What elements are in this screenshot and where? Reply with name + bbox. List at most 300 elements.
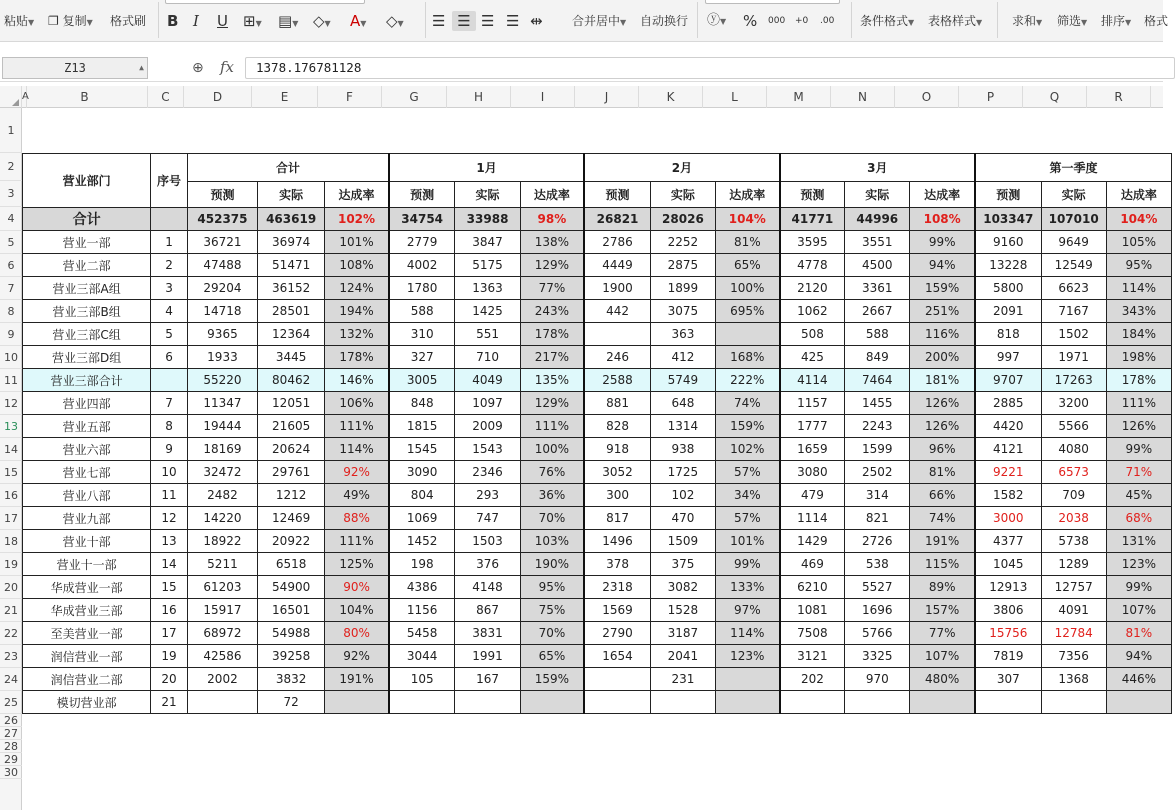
value-cell[interactable]: 848 (389, 392, 455, 415)
total-value[interactable]: 463619 (258, 208, 325, 231)
row-header-24[interactable]: 24 (0, 668, 22, 691)
value-cell[interactable]: 4449 (584, 254, 650, 277)
justify-icon[interactable]: ☰ (506, 12, 520, 30)
value-cell[interactable]: 7819 (975, 645, 1041, 668)
seq[interactable]: 6 (151, 346, 188, 369)
value-cell[interactable]: 1780 (389, 277, 455, 300)
seq[interactable] (151, 369, 188, 392)
value-cell[interactable]: 4114 (780, 369, 845, 392)
value-cell[interactable]: 2786 (584, 231, 650, 254)
value-cell[interactable]: 29761 (258, 461, 325, 484)
row-header-4[interactable]: 4 (0, 207, 22, 231)
total-value[interactable]: 41771 (780, 208, 845, 231)
rate-cell[interactable]: 178% (325, 346, 389, 369)
value-cell[interactable]: 1496 (584, 530, 650, 553)
rate-cell[interactable]: 115% (910, 553, 975, 576)
value-cell[interactable]: 6518 (258, 553, 325, 576)
row-header-12[interactable]: 12 (0, 392, 22, 415)
value-cell[interactable]: 1543 (455, 438, 520, 461)
value-cell[interactable]: 39258 (258, 645, 325, 668)
value-cell[interactable]: 7167 (1041, 300, 1106, 323)
row-header-1[interactable]: 1 (0, 108, 22, 153)
value-cell[interactable]: 9160 (975, 231, 1041, 254)
value-cell[interactable]: 2346 (455, 461, 520, 484)
value-cell[interactable] (975, 691, 1041, 714)
seq[interactable]: 13 (151, 530, 188, 553)
rate-cell[interactable]: 71% (1106, 461, 1171, 484)
value-cell[interactable]: 1509 (650, 530, 715, 553)
sum-button[interactable] (1012, 12, 1042, 32)
dept-name[interactable]: 营业三部C组 (23, 323, 151, 346)
fill-color-icon[interactable]: ◇▼ (313, 12, 331, 30)
value-cell[interactable]: 307 (975, 668, 1041, 691)
value-cell[interactable]: 3361 (845, 277, 910, 300)
row-header-11[interactable]: 11 (0, 369, 22, 392)
value-cell[interactable]: 3075 (650, 300, 715, 323)
dept-name[interactable]: 华成营业一部 (23, 576, 151, 599)
sub-header[interactable]: 达成率 (520, 182, 584, 208)
value-cell[interactable]: 821 (845, 507, 910, 530)
value-cell[interactable]: 9365 (187, 323, 257, 346)
column-header-i[interactable]: I (511, 86, 575, 108)
value-cell[interactable]: 55220 (187, 369, 257, 392)
rate-cell[interactable]: 97% (715, 599, 779, 622)
total-seq[interactable] (151, 208, 188, 231)
rate-cell[interactable]: 200% (910, 346, 975, 369)
seq[interactable]: 8 (151, 415, 188, 438)
rate-cell[interactable] (520, 691, 584, 714)
rate-cell[interactable]: 100% (715, 277, 779, 300)
value-cell[interactable]: 32472 (187, 461, 257, 484)
dept-name[interactable]: 营业五部 (23, 415, 151, 438)
column-header-j[interactable]: J (575, 86, 639, 108)
value-cell[interactable]: 1654 (584, 645, 650, 668)
value-cell[interactable]: 1363 (455, 277, 520, 300)
rate-cell[interactable] (715, 691, 779, 714)
row-header-17[interactable]: 17 (0, 507, 22, 530)
header-seq[interactable]: 序号 (151, 154, 188, 208)
seq[interactable]: 20 (151, 668, 188, 691)
column-header-p[interactable]: P (959, 86, 1023, 108)
value-cell[interactable]: 7508 (780, 622, 845, 645)
column-header-d[interactable]: D (184, 86, 252, 108)
rate-cell[interactable]: 138% (520, 231, 584, 254)
total-value[interactable]: 107010 (1041, 208, 1106, 231)
wrap-text-button[interactable] (640, 12, 688, 32)
value-cell[interactable]: 2120 (780, 277, 845, 300)
rate-cell[interactable]: 101% (325, 231, 389, 254)
dept-name[interactable]: 润信营业二部 (23, 668, 151, 691)
rate-cell[interactable]: 45% (1106, 484, 1171, 507)
total-value[interactable]: 28026 (650, 208, 715, 231)
rate-cell[interactable]: 49% (325, 484, 389, 507)
sub-header[interactable]: 实际 (650, 182, 715, 208)
rate-cell[interactable]: 168% (715, 346, 779, 369)
total-rate[interactable]: 104% (715, 208, 779, 231)
rate-cell[interactable]: 123% (1106, 553, 1171, 576)
value-cell[interactable]: 5527 (845, 576, 910, 599)
value-cell[interactable]: 1528 (650, 599, 715, 622)
name-box-dropdown-icon[interactable]: ▲ (139, 63, 144, 72)
total-rate[interactable]: 104% (1106, 208, 1171, 231)
rate-cell[interactable]: 111% (1106, 392, 1171, 415)
underline-icon[interactable]: U (217, 12, 228, 30)
value-cell[interactable] (455, 691, 520, 714)
sub-header[interactable]: 达成率 (715, 182, 779, 208)
value-cell[interactable]: 3445 (258, 346, 325, 369)
dept-name[interactable]: 营业三部B组 (23, 300, 151, 323)
value-cell[interactable]: 2318 (584, 576, 650, 599)
value-cell[interactable]: 2726 (845, 530, 910, 553)
value-cell[interactable]: 2243 (845, 415, 910, 438)
value-cell[interactable]: 327 (389, 346, 455, 369)
total-value[interactable]: 34754 (389, 208, 455, 231)
value-cell[interactable]: 1900 (584, 277, 650, 300)
rate-cell[interactable]: 99% (1106, 438, 1171, 461)
value-cell[interactable]: 1599 (845, 438, 910, 461)
rate-cell[interactable]: 99% (910, 231, 975, 254)
value-cell[interactable]: 2041 (650, 645, 715, 668)
value-cell[interactable]: 15756 (975, 622, 1041, 645)
seq[interactable]: 7 (151, 392, 188, 415)
sub-header[interactable]: 预测 (975, 182, 1041, 208)
value-cell[interactable]: 4091 (1041, 599, 1106, 622)
bold-icon[interactable]: B (167, 12, 179, 30)
value-cell[interactable]: 36152 (258, 277, 325, 300)
zoom-icon[interactable]: ⊕ (192, 60, 204, 76)
rate-cell[interactable]: 124% (325, 277, 389, 300)
value-cell[interactable]: 17263 (1041, 369, 1106, 392)
sub-header[interactable]: 达成率 (325, 182, 389, 208)
seq[interactable]: 11 (151, 484, 188, 507)
value-cell[interactable]: 1425 (455, 300, 520, 323)
value-cell[interactable]: 3187 (650, 622, 715, 645)
value-cell[interactable]: 2252 (650, 231, 715, 254)
rate-cell[interactable]: 133% (715, 576, 779, 599)
value-cell[interactable]: 1314 (650, 415, 715, 438)
dept-name[interactable]: 营业十一部 (23, 553, 151, 576)
row-header-9[interactable]: 9 (0, 323, 22, 346)
value-cell[interactable]: 3000 (975, 507, 1041, 530)
rate-cell[interactable]: 146% (325, 369, 389, 392)
column-header-o[interactable]: O (895, 86, 959, 108)
value-cell[interactable]: 293 (455, 484, 520, 507)
rate-cell[interactable]: 480% (910, 668, 975, 691)
dept-name[interactable]: 营业九部 (23, 507, 151, 530)
rate-cell[interactable]: 129% (520, 254, 584, 277)
sub-header[interactable]: 预测 (389, 182, 455, 208)
value-cell[interactable]: 479 (780, 484, 845, 507)
row-header-25[interactable]: 25 (0, 691, 22, 714)
value-cell[interactable]: 918 (584, 438, 650, 461)
value-cell[interactable]: 1696 (845, 599, 910, 622)
total-label[interactable]: 合计 (23, 208, 151, 231)
value-cell[interactable]: 21605 (258, 415, 325, 438)
rate-cell[interactable]: 90% (325, 576, 389, 599)
value-cell[interactable]: 42586 (187, 645, 257, 668)
rate-cell[interactable]: 114% (325, 438, 389, 461)
rate-cell[interactable]: 100% (520, 438, 584, 461)
value-cell[interactable]: 4778 (780, 254, 845, 277)
seq[interactable]: 16 (151, 599, 188, 622)
value-cell[interactable] (780, 691, 845, 714)
rate-cell[interactable]: 95% (520, 576, 584, 599)
clear-icon[interactable]: ◇▼ (386, 12, 404, 30)
column-header-f[interactable]: F (318, 86, 382, 108)
rate-cell[interactable]: 159% (715, 415, 779, 438)
value-cell[interactable]: 648 (650, 392, 715, 415)
align-left-icon[interactable]: ☰ (432, 12, 446, 30)
value-cell[interactable]: 12469 (258, 507, 325, 530)
sheet-grid[interactable] (22, 108, 1163, 810)
value-cell[interactable]: 12757 (1041, 576, 1106, 599)
value-cell[interactable]: 709 (1041, 484, 1106, 507)
value-cell[interactable]: 1081 (780, 599, 845, 622)
value-cell[interactable]: 14220 (187, 507, 257, 530)
font-name-box[interactable] (165, 0, 365, 4)
rate-cell[interactable]: 57% (715, 461, 779, 484)
rate-cell[interactable]: 65% (715, 254, 779, 277)
value-cell[interactable]: 818 (975, 323, 1041, 346)
row-header-10[interactable]: 10 (0, 346, 22, 369)
dept-name[interactable]: 营业三部D组 (23, 346, 151, 369)
rate-cell[interactable]: 123% (715, 645, 779, 668)
value-cell[interactable]: 12784 (1041, 622, 1106, 645)
conditional-format-button[interactable] (860, 12, 914, 32)
rate-cell[interactable]: 695% (715, 300, 779, 323)
rate-cell[interactable] (910, 691, 975, 714)
rate-cell[interactable]: 70% (520, 507, 584, 530)
value-cell[interactable]: 4148 (455, 576, 520, 599)
seq[interactable]: 5 (151, 323, 188, 346)
dept-name[interactable]: 模切营业部 (23, 691, 151, 714)
rate-cell[interactable]: 191% (325, 668, 389, 691)
value-cell[interactable]: 551 (455, 323, 520, 346)
value-cell[interactable]: 938 (650, 438, 715, 461)
rate-cell[interactable]: 251% (910, 300, 975, 323)
rate-cell[interactable]: 114% (715, 622, 779, 645)
value-cell[interactable]: 68972 (187, 622, 257, 645)
value-cell[interactable]: 4500 (845, 254, 910, 277)
value-cell[interactable]: 9707 (975, 369, 1041, 392)
rate-cell[interactable]: 191% (910, 530, 975, 553)
value-cell[interactable]: 12051 (258, 392, 325, 415)
rate-cell[interactable]: 77% (520, 277, 584, 300)
value-cell[interactable]: 47488 (187, 254, 257, 277)
value-cell[interactable]: 1455 (845, 392, 910, 415)
value-cell[interactable]: 5800 (975, 277, 1041, 300)
value-cell[interactable]: 1114 (780, 507, 845, 530)
thousands-icon[interactable] (768, 11, 785, 31)
percent-icon[interactable] (743, 11, 757, 31)
value-cell[interactable]: 747 (455, 507, 520, 530)
value-cell[interactable]: 9649 (1041, 231, 1106, 254)
value-cell[interactable]: 867 (455, 599, 520, 622)
rate-cell[interactable]: 126% (910, 415, 975, 438)
value-cell[interactable]: 300 (584, 484, 650, 507)
row-header-26[interactable]: 26 (0, 714, 22, 727)
value-cell[interactable] (187, 691, 257, 714)
value-cell[interactable]: 102 (650, 484, 715, 507)
column-header-g[interactable]: G (382, 86, 447, 108)
value-cell[interactable]: 3080 (780, 461, 845, 484)
value-cell[interactable]: 425 (780, 346, 845, 369)
value-cell[interactable]: 1289 (1041, 553, 1106, 576)
paste-button[interactable] (4, 12, 34, 32)
value-cell[interactable]: 1097 (455, 392, 520, 415)
format-button[interactable] (1144, 12, 1168, 32)
value-cell[interactable]: 2009 (455, 415, 520, 438)
seq[interactable]: 21 (151, 691, 188, 714)
value-cell[interactable]: 1503 (455, 530, 520, 553)
value-cell[interactable]: 378 (584, 553, 650, 576)
value-cell[interactable]: 72 (258, 691, 325, 714)
rate-cell[interactable]: 111% (325, 415, 389, 438)
seq[interactable]: 19 (151, 645, 188, 668)
group-header[interactable]: 1月 (389, 154, 584, 182)
value-cell[interactable]: 804 (389, 484, 455, 507)
value-cell[interactable]: 4002 (389, 254, 455, 277)
rate-cell[interactable] (715, 668, 779, 691)
value-cell[interactable]: 3121 (780, 645, 845, 668)
seq[interactable]: 14 (151, 553, 188, 576)
rate-cell[interactable]: 159% (520, 668, 584, 691)
seq[interactable]: 17 (151, 622, 188, 645)
select-all-corner[interactable] (0, 86, 22, 108)
value-cell[interactable]: 1815 (389, 415, 455, 438)
value-cell[interactable]: 1899 (650, 277, 715, 300)
value-cell[interactable]: 538 (845, 553, 910, 576)
rate-cell[interactable] (325, 691, 389, 714)
value-cell[interactable]: 3325 (845, 645, 910, 668)
row-header-27[interactable]: 27 (0, 727, 22, 740)
rate-cell[interactable]: 157% (910, 599, 975, 622)
dept-name[interactable]: 营业十部 (23, 530, 151, 553)
value-cell[interactable]: 18169 (187, 438, 257, 461)
column-header-m[interactable]: M (767, 86, 831, 108)
row-header-8[interactable]: 8 (0, 300, 22, 323)
dept-name[interactable]: 营业三部合计 (23, 369, 151, 392)
column-header-l[interactable]: L (703, 86, 767, 108)
sub-header[interactable]: 预测 (187, 182, 257, 208)
value-cell[interactable]: 246 (584, 346, 650, 369)
rate-cell[interactable]: 222% (715, 369, 779, 392)
value-cell[interactable]: 5749 (650, 369, 715, 392)
row-header-7[interactable]: 7 (0, 277, 22, 300)
total-value[interactable]: 452375 (187, 208, 257, 231)
value-cell[interactable]: 470 (650, 507, 715, 530)
seq[interactable]: 1 (151, 231, 188, 254)
value-cell[interactable] (584, 668, 650, 691)
value-cell[interactable]: 970 (845, 668, 910, 691)
value-cell[interactable]: 2779 (389, 231, 455, 254)
value-cell[interactable]: 4386 (389, 576, 455, 599)
value-cell[interactable]: 5766 (845, 622, 910, 645)
rate-cell[interactable]: 102% (715, 438, 779, 461)
fx-icon[interactable]: fx (220, 58, 235, 76)
column-header-h[interactable]: H (447, 86, 511, 108)
value-cell[interactable]: 2091 (975, 300, 1041, 323)
value-cell[interactable]: 508 (780, 323, 845, 346)
rate-cell[interactable]: 198% (1106, 346, 1171, 369)
dept-name[interactable]: 营业三部A组 (23, 277, 151, 300)
value-cell[interactable]: 7356 (1041, 645, 1106, 668)
value-cell[interactable]: 817 (584, 507, 650, 530)
value-cell[interactable]: 3090 (389, 461, 455, 484)
value-cell[interactable]: 314 (845, 484, 910, 507)
value-cell[interactable]: 2482 (187, 484, 257, 507)
rate-cell[interactable]: 107% (1106, 599, 1171, 622)
value-cell[interactable]: 1502 (1041, 323, 1106, 346)
value-cell[interactable]: 14718 (187, 300, 257, 323)
rate-cell[interactable] (715, 323, 779, 346)
rate-cell[interactable]: 57% (715, 507, 779, 530)
seq[interactable]: 12 (151, 507, 188, 530)
total-rate[interactable]: 98% (520, 208, 584, 231)
value-cell[interactable]: 310 (389, 323, 455, 346)
value-cell[interactable]: 20624 (258, 438, 325, 461)
dept-name[interactable]: 营业七部 (23, 461, 151, 484)
value-cell[interactable]: 13228 (975, 254, 1041, 277)
value-cell[interactable]: 2038 (1041, 507, 1106, 530)
border-icon[interactable]: ⊞▼ (243, 12, 262, 30)
row-header-6[interactable]: 6 (0, 254, 22, 277)
value-cell[interactable]: 3082 (650, 576, 715, 599)
column-header-k[interactable]: K (639, 86, 703, 108)
value-cell[interactable] (845, 691, 910, 714)
sub-header[interactable]: 预测 (584, 182, 650, 208)
currency-icon[interactable]: ⓨ▼ (707, 13, 727, 28)
value-cell[interactable]: 16501 (258, 599, 325, 622)
value-cell[interactable] (584, 691, 650, 714)
value-cell[interactable]: 2875 (650, 254, 715, 277)
value-cell[interactable]: 2790 (584, 622, 650, 645)
value-cell[interactable]: 5738 (1041, 530, 1106, 553)
row-header-15[interactable]: 15 (0, 461, 22, 484)
rate-cell[interactable]: 446% (1106, 668, 1171, 691)
value-cell[interactable]: 997 (975, 346, 1041, 369)
dept-name[interactable]: 营业二部 (23, 254, 151, 277)
column-header-e[interactable]: E (252, 86, 318, 108)
value-cell[interactable]: 3052 (584, 461, 650, 484)
rate-cell[interactable]: 159% (910, 277, 975, 300)
table-style-button[interactable] (928, 12, 982, 32)
rate-cell[interactable]: 178% (1106, 369, 1171, 392)
row-header-18[interactable]: 18 (0, 530, 22, 553)
seq[interactable]: 15 (151, 576, 188, 599)
rate-cell[interactable]: 74% (910, 507, 975, 530)
dept-name[interactable]: 华成营业三部 (23, 599, 151, 622)
format-painter-button[interactable] (110, 12, 146, 32)
name-box[interactable] (2, 57, 148, 79)
value-cell[interactable]: 363 (650, 323, 715, 346)
value-cell[interactable]: 3831 (455, 622, 520, 645)
value-cell[interactable]: 1429 (780, 530, 845, 553)
row-header-28[interactable]: 28 (0, 740, 22, 753)
align-right-icon[interactable]: ☰ (481, 12, 495, 30)
value-cell[interactable]: 3847 (455, 231, 520, 254)
fill-pattern-icon[interactable]: ▤▼ (278, 12, 299, 30)
rate-cell[interactable]: 34% (715, 484, 779, 507)
value-cell[interactable]: 1933 (187, 346, 257, 369)
decrease-decimal-icon[interactable]: .00 (820, 16, 835, 26)
rate-cell[interactable]: 194% (325, 300, 389, 323)
header-dept[interactable]: 营业部门 (23, 154, 151, 208)
value-cell[interactable]: 5211 (187, 553, 257, 576)
total-value[interactable]: 44996 (845, 208, 910, 231)
value-cell[interactable]: 167 (455, 668, 520, 691)
value-cell[interactable]: 710 (455, 346, 520, 369)
